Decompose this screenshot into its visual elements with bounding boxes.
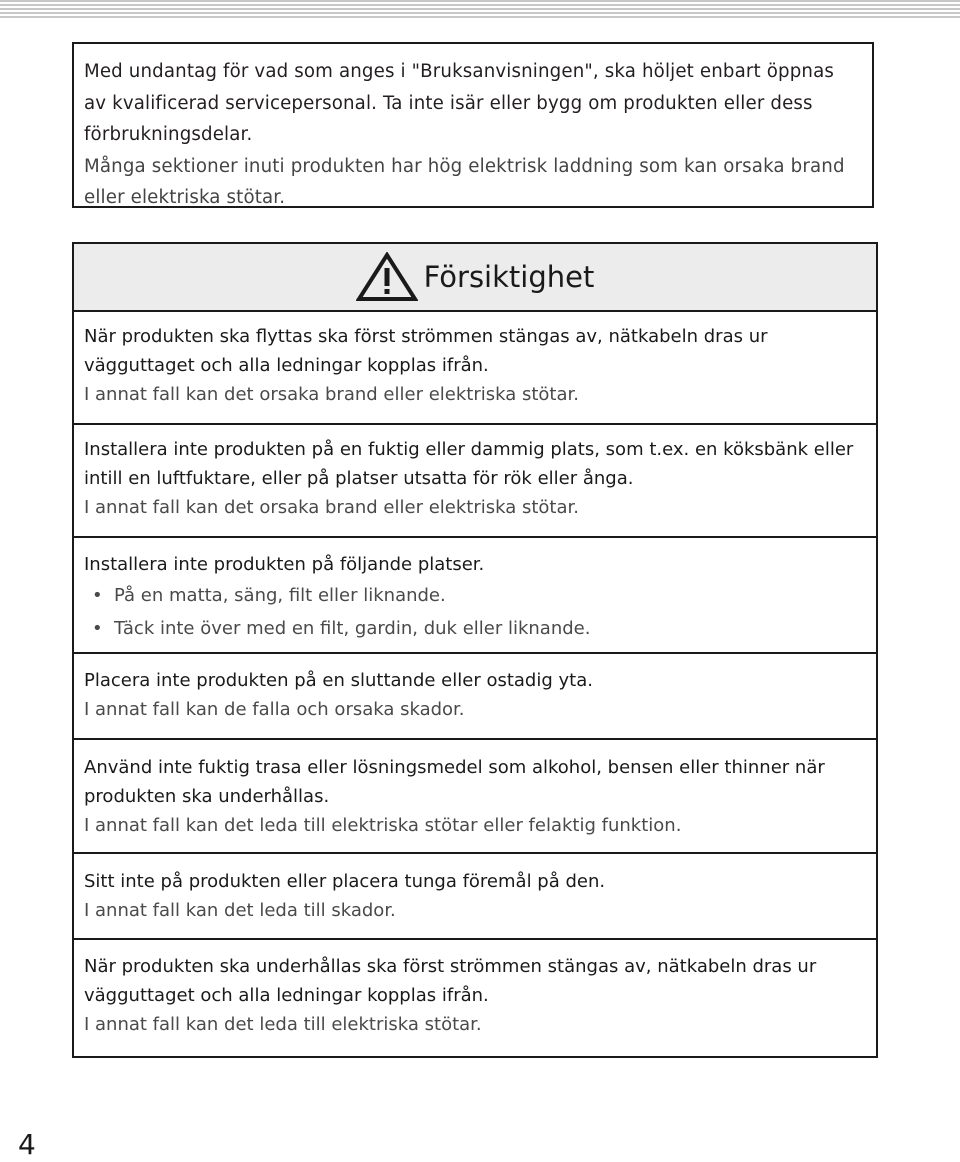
caution-section-slope <box>74 654 876 740</box>
warning-triangle-icon <box>356 252 418 302</box>
notice-text-2: Många sektioner inuti produkten har hög elektrisk laddning som kan orsaka brand eller elektriska stötar. <box>84 155 845 208</box>
bullet-list <box>84 579 866 645</box>
caution-consequence: I annat fall kan det orsaka brand eller elektriska stötar. <box>84 384 579 405</box>
bullet-icon: • <box>92 618 103 639</box>
caution-section-weight <box>74 854 876 940</box>
caution-box <box>72 242 878 1058</box>
caution-instruction: Installera inte produkten på en fuktig eller dammig plats, som t.ex. en köksbänk eller intill en luftfuktare, eller på platser utsatta för rök eller ånga. <box>84 439 854 489</box>
caution-consequence: I annat fall kan det leda till elektriska stötar eller felaktig funktion. <box>84 815 682 836</box>
caution-title: Försiktighet <box>423 260 595 294</box>
page-number: 4 <box>18 1128 36 1161</box>
caution-instruction: Sitt inte på produkten eller placera tunga föremål på den. <box>84 871 606 892</box>
list-item <box>84 612 866 645</box>
caution-instruction: När produkten ska flyttas ska först strömmen stängas av, nätkabeln dras ur vägguttaget och alla ledningar kopplas ifrån. <box>84 326 768 376</box>
list-item-text: På en matta, säng, filt eller liknande. <box>114 585 446 606</box>
caution-consequence: I annat fall kan det orsaka brand eller elektriska stötar. <box>84 497 579 518</box>
caution-section-cleaning <box>74 740 876 854</box>
caution-section-maintenance <box>74 940 876 1055</box>
caution-consequence: I annat fall kan de falla och orsaka skador. <box>84 699 465 720</box>
notice-box <box>72 42 874 208</box>
list-item <box>84 579 866 612</box>
caution-instruction: När produkten ska underhållas ska först strömmen stängas av, nätkabeln dras ur vägguttaget och alla ledningar kopplas ifrån. <box>84 956 817 1006</box>
caution-instruction: Installera inte produkten på följande platser. <box>84 554 485 575</box>
caution-instruction: Använd inte fuktig trasa eller lösningsmedel som alkohol, bensen eller thinner när produkten ska underhållas. <box>84 757 825 807</box>
bullet-icon: • <box>92 585 103 606</box>
caution-consequence: I annat fall kan det leda till skador. <box>84 900 396 921</box>
header-rule <box>0 0 960 20</box>
caution-section-move <box>74 312 876 425</box>
caution-header <box>74 244 876 312</box>
caution-instruction: Placera inte produkten på en sluttande eller ostadig yta. <box>84 670 593 691</box>
caution-section-humid <box>74 425 876 538</box>
list-item-text: Täck inte över med en filt, gardin, duk eller liknande. <box>114 618 591 639</box>
notice-text-1: Med undantag för vad som anges i "Bruksanvisningen", ska höljet enbart öppnas av kvalificerad servicepersonal. Ta inte isär eller bygg om produkten eller dess förbrukningsdelar. <box>84 61 835 145</box>
caution-section-placement <box>74 538 876 654</box>
caution-consequence: I annat fall kan det leda till elektriska stötar. <box>84 1014 482 1035</box>
